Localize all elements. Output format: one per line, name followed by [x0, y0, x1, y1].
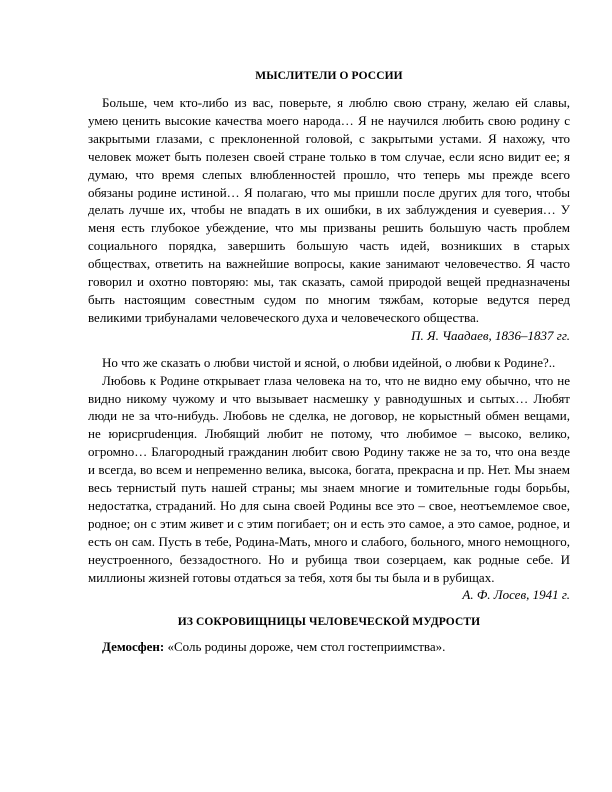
chaadaev-signature: П. Я. Чаадаев, 1836–1837 гг.	[411, 327, 570, 343]
quote-author: Демосфен:	[102, 639, 165, 655]
section-title-thinkers: МЫСЛИТЕЛИ О РОССИИ	[255, 70, 403, 82]
losev-intro-paragraph: Но что же сказать о любви чистой и ясной, о любви идейной, о любви к Родине?..	[102, 354, 556, 370]
quote-text: «Соль родины дороже, чем стол гостеприимства».	[164, 639, 446, 655]
losev-signature: А. Ф. Лосев, 1941 г.	[462, 587, 570, 603]
demosthenes-quote	[88, 638, 570, 656]
chaadaev-paragraph: Больше, чем кто-либо из вас, поверьте, я люблю свою страну, желаю ей славы, умею ценить высокие качества моего народа… Я не научился любить свою родину с закрытыми глазами, с преклоненной головой, с закрытыми устами. Я нахожу, что человек может быть полезен своей стране только в том случае, если ясно видит ее; я думаю, что время слепых влюбленностей прошло, что теперь мы прежде всего обязаны родине истиной… Я полагаю, что мы пришли после других для того, чтобы делать лучше их, чтобы не впадать в их ошибки, в их заблуждения и суеверия… У меня есть глубокое убеждение, что мы призваны решить большую часть проблем социального порядка, завершить большую часть идей, возникших в старых обществах, ответить на важнейшие вопросы, какие занимают человечество. Я часто говорил и охотно повторяю: мы, так сказать, самой природой вещей предназначены быть настоящим совестным судом по многим тяжбам, которые ведутся перед великими трибуналами человеческого духа и человеческого общества.	[88, 95, 570, 325]
losev-paragraph: Любовь к Родине открывает глаза человека на то, что не видно ему обычно, что не видно никому чужому и что вызывает насмешку у равнодушных и сытых… Любят люди не за что-нибудь. Любовь не сделка, не договор, не корыстный обмен вещами, не юрисprudенция. Любящий любит не потому, что любимое – высоко, велико, огромно… Благородный гражданин любит свою Родину также не за то, что она везде и всегда, во всем и непременно велика, высока, богата, прекрасна и пр. Нет. Мы знаем весь тернистый путь нашей страны; мы знаем многие и томительные годы борьбы, недостатка, страданий. Но для сына своей Родины все это – свое, неотъемлемое свое, родное; он с этим живет и с этим погибает; он и есть это самое, а это самое, родное, и есть он сам. Пусть в тебе, Родина-Мать, много и слабого, больного, много немощного, неустроенного, беззадостного. Но и рубища твои созерцаем, как родные себе. И миллионы жизней готовы отдаться за тебя, хотя бы ты была и в рубищах.	[88, 372, 570, 585]
document-page	[88, 70, 570, 656]
section-title-wisdom: ИЗ СОКРОВИЩНИЦЫ ЧЕЛОВЕЧЕСКОЙ МУДРОСТИ	[177, 616, 481, 629]
